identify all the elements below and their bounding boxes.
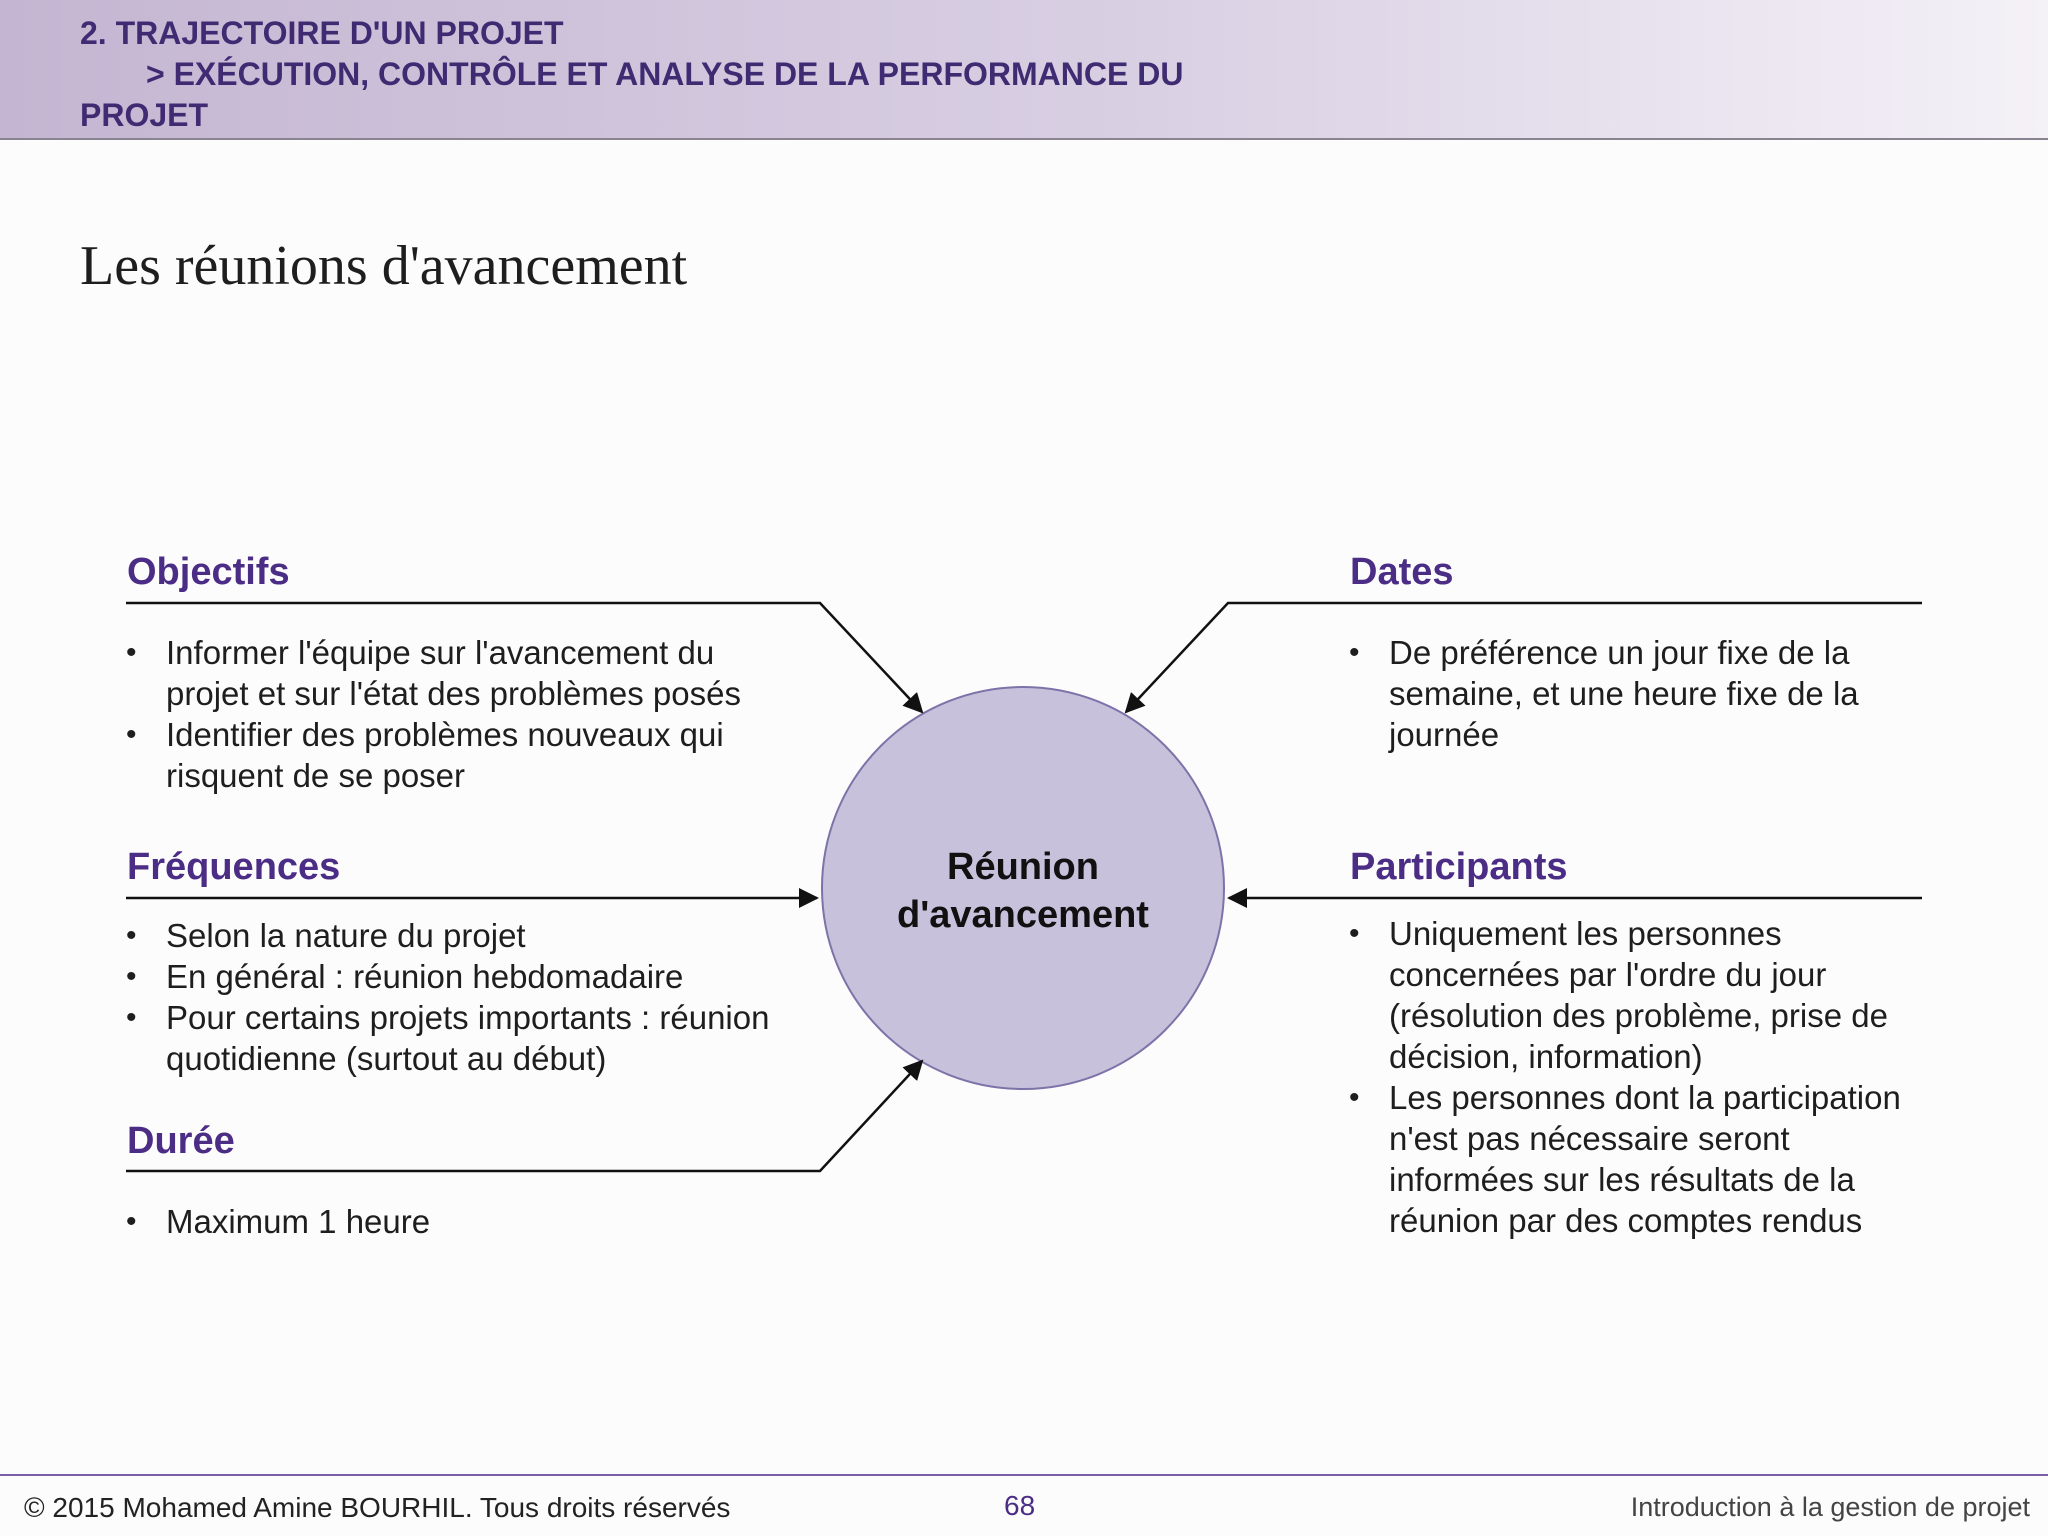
list-item: • Selon la nature du projet <box>126 915 816 956</box>
objectifs-list <box>126 632 796 796</box>
frequences-heading: Fréquences <box>127 846 341 888</box>
list-item: • Informer l'équipe sur l'avancement du projet et sur l'état des problèmes posés <box>126 632 796 714</box>
list-item: • Uniquement les personnes concernées par l'ordre du jour (résolution des problème, prise de décision, information) <box>1349 913 1909 1077</box>
slide-title: Les réunions d'avancement <box>80 235 688 297</box>
duree-heading: Durée <box>127 1120 235 1162</box>
list-item: • Maximum 1 heure <box>126 1201 796 1242</box>
header-section-title: 2. TRAJECTOIRE D'UN PROJET <box>80 15 564 51</box>
dates-heading: Dates <box>1350 551 1454 593</box>
footer-copyright: © 2015 Mohamed Amine BOURHIL. Tous droits réservés <box>24 1492 731 1523</box>
page-number: 68 <box>1004 1490 1036 1521</box>
list-item: • Les personnes dont la participation n'est pas nécessaire seront informées sur les résultats de la réunion par des comptes rendus <box>1349 1077 1909 1241</box>
center-label-line1: Réunion <box>947 846 1099 888</box>
center-label-line2: d'avancement <box>897 894 1149 936</box>
frequences-list <box>126 915 816 1079</box>
footer-divider <box>0 1474 2048 1476</box>
list-item: • En général : réunion hebdomadaire <box>126 956 816 997</box>
objectifs-heading: Objectifs <box>127 551 290 593</box>
duree-list <box>126 1201 796 1242</box>
footer-course-title: Introduction à la gestion de projet <box>1630 1492 2030 1522</box>
header-subsection-title: > EXÉCUTION, CONTRÔLE ET ANALYSE DE LA PERFORMANCE DU <box>146 56 1184 92</box>
participants-heading: Participants <box>1350 846 1568 888</box>
list-item: • Pour certains projets importants : réunion quotidienne (surtout au début) <box>126 997 816 1079</box>
dates-list <box>1349 632 1904 755</box>
participants-list <box>1349 913 1909 1241</box>
header-subsection-title-continued: PROJET <box>80 97 209 133</box>
center-circle-label <box>823 843 1223 939</box>
list-item: • Identifier des problèmes nouveaux qui risquent de se poser <box>126 714 796 796</box>
list-item: • De préférence un jour fixe de la semaine, et une heure fixe de la journée <box>1349 632 1904 755</box>
